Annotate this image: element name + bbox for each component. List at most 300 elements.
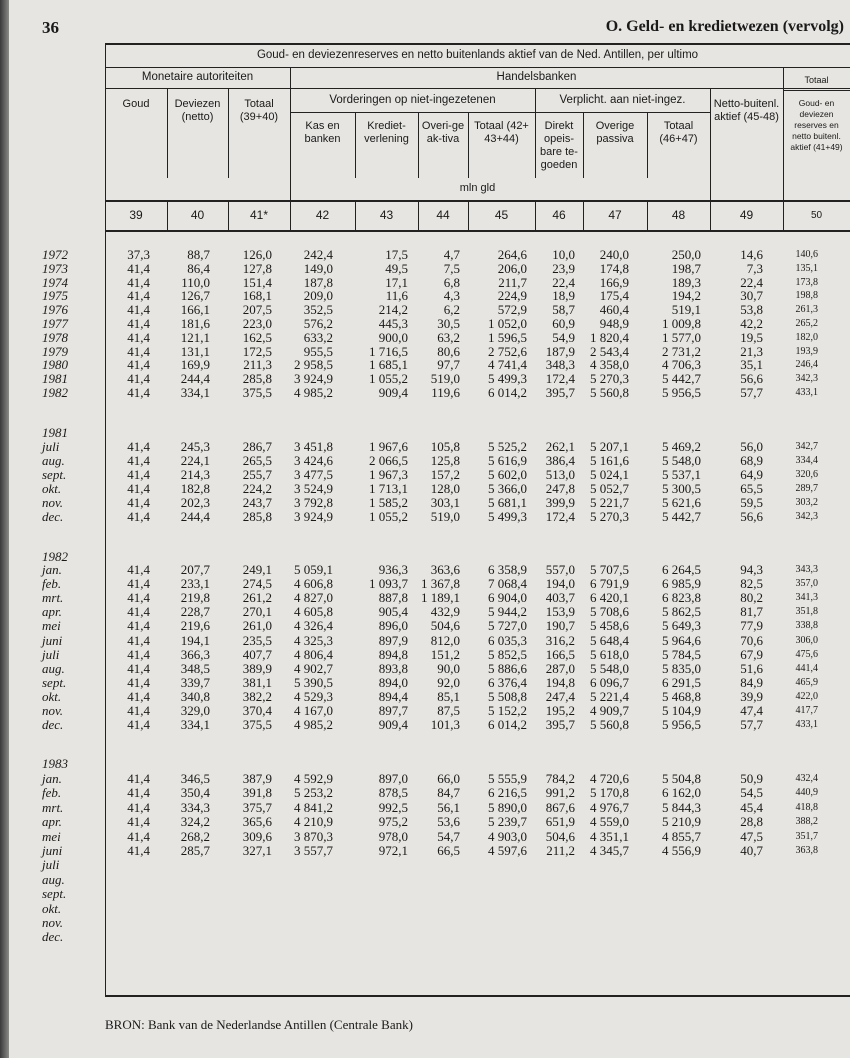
- table-cell: 5 366,0: [488, 481, 527, 496]
- table-cell: 6 791,9: [590, 576, 629, 592]
- table-cell: 125,8: [430, 453, 460, 468]
- column-header: Goud: [122, 98, 150, 110]
- table-cell: 5 886,6: [488, 660, 527, 676]
- table-cell: 5 852,5: [488, 646, 527, 662]
- table-cell: 3 792,8: [294, 495, 333, 510]
- table-cell: 23,9: [552, 260, 575, 276]
- table-cell: 88,7: [187, 247, 210, 262]
- table-cell: 1 577,0: [662, 329, 701, 345]
- row-label: nov.: [42, 915, 64, 930]
- table-cell: 172,5: [242, 343, 272, 359]
- table-cell: 207,5: [242, 302, 272, 318]
- table-cell: 86,4: [187, 260, 210, 276]
- table-cell: 5 253,2: [294, 785, 333, 801]
- table-cell: 17,5: [385, 247, 408, 262]
- table-cell: 7,3: [746, 260, 763, 276]
- table-cell: 936,3: [378, 562, 408, 577]
- row-label: 1974: [42, 274, 68, 290]
- table-title: Goud- en deviezenreserves en netto buitenlands aktief van de Ned. Antillen, per ultimo: [256, 49, 699, 61]
- table-cell: 5 956,5: [662, 717, 701, 733]
- table-cell: 342,3: [795, 373, 818, 385]
- table-cell: 47,4: [740, 703, 763, 718]
- table-cell: 5 170,8: [590, 785, 629, 801]
- table-cell: 247,8: [545, 481, 575, 496]
- table-cell: 386,4: [545, 453, 575, 468]
- table-cell: 207,7: [180, 562, 210, 577]
- table-cell: 285,7: [180, 843, 210, 858]
- table-cell: 381,1: [242, 674, 272, 690]
- group-monetaire: Monetaire autoriteiten: [141, 71, 254, 83]
- table-cell: 223,0: [242, 316, 272, 331]
- table-cell: 2 958,5: [294, 357, 333, 373]
- row-label: juni: [42, 632, 63, 648]
- table-cell: 172,4: [545, 371, 575, 387]
- table-cell: 41,4: [127, 843, 150, 858]
- table-cell: 341,3: [795, 592, 818, 604]
- table-cell: 6 096,7: [590, 674, 629, 690]
- block-year-heading: 1981: [42, 425, 68, 440]
- table-cell: 41,4: [127, 343, 150, 359]
- table-cell: 417,7: [795, 705, 818, 716]
- group-handelsbanken: Handelsbanken: [496, 71, 577, 83]
- table-cell: 264,6: [497, 247, 527, 262]
- table-cell: 395,7: [545, 717, 575, 733]
- table-cell: 14,6: [740, 247, 763, 262]
- table-cell: 250,0: [671, 247, 701, 262]
- row-label: dec.: [42, 929, 64, 945]
- table-cell: 475,6: [795, 648, 818, 660]
- table-cell: 2 731,2: [662, 343, 701, 359]
- row-label: jan.: [42, 771, 62, 786]
- table-cell: 350,4: [180, 785, 210, 801]
- table-cell: 1 093,7: [369, 576, 408, 592]
- column-header: Netto-buitenl. aktief (45-48): [713, 98, 780, 123]
- table-cell: 5 560,8: [590, 717, 629, 733]
- row-label: mrt.: [42, 799, 64, 815]
- table-cell: 261,3: [795, 304, 818, 316]
- table-cell: 41,4: [127, 590, 150, 606]
- table-cell: 131,1: [180, 343, 210, 359]
- table-cell: 5 469,2: [662, 439, 701, 454]
- table-cell: 5 504,8: [662, 771, 701, 786]
- table-cell: 127,8: [242, 260, 272, 276]
- table-cell: 894,8: [378, 646, 408, 662]
- table-cell: 119,6: [431, 385, 460, 400]
- table-cell: 128,0: [430, 481, 460, 496]
- table-cell: 5 560,8: [590, 385, 629, 400]
- table-cell: 41,4: [127, 646, 150, 662]
- table-cell: 3 424,6: [294, 453, 333, 468]
- table-cell: 173,8: [795, 276, 818, 288]
- table-cell: 519,0: [430, 371, 460, 387]
- table-cell: 445,3: [378, 316, 408, 331]
- table-cell: 126,0: [242, 247, 272, 262]
- table-cell: 363,8: [795, 845, 818, 856]
- table-cell: 4 720,6: [590, 771, 629, 786]
- table-cell: 1 685,1: [369, 357, 408, 373]
- source-note: BRON: Bank van de Nederlandse Antillen (Centrale Bank): [105, 1017, 413, 1032]
- table-cell: 81,7: [740, 604, 763, 620]
- row-label: 1977: [42, 316, 68, 331]
- table-cell: 45,4: [740, 799, 763, 815]
- table-cell: 1 367,8: [421, 576, 460, 592]
- table-cell: 896,0: [378, 618, 408, 634]
- table-cell: 4 741,4: [488, 357, 527, 373]
- table-cell: 5 221,4: [590, 688, 629, 704]
- table-cell: 5 499,3: [488, 371, 527, 387]
- table-cell: 265,2: [795, 318, 818, 329]
- table-cell: 375,5: [242, 717, 272, 733]
- table-cell: 4,7: [443, 247, 460, 262]
- table-cell: 289,7: [795, 483, 818, 494]
- table-cell: 4 976,7: [590, 799, 629, 815]
- column-number: 46: [552, 208, 566, 222]
- table-cell: 303,1: [430, 495, 460, 510]
- row-label: dec.: [42, 509, 64, 524]
- table-cell: 80,2: [740, 590, 763, 606]
- table-cell: 382,2: [242, 688, 272, 704]
- table-cell: 784,2: [545, 771, 575, 786]
- table-cell: 41,4: [127, 357, 150, 373]
- table-cell: 5 944,2: [488, 604, 527, 620]
- table-cell: 6 216,5: [488, 785, 527, 801]
- table-cell: 407,7: [242, 646, 272, 662]
- table-cell: 6 420,1: [590, 590, 629, 606]
- table-cell: 5 727,0: [488, 618, 527, 634]
- table-cell: 82,5: [740, 576, 763, 592]
- table-cell: 418,8: [795, 801, 818, 813]
- table-cell: 270,1: [242, 604, 272, 620]
- table-cell: 41,4: [127, 632, 150, 648]
- column-header: Goud- en deviezen reserves en netto buitenl. aktief (41+49): [790, 98, 843, 152]
- table-cell: 5 621,6: [662, 495, 701, 510]
- table-cell: 893,8: [378, 660, 408, 676]
- table-cell: 5 059,1: [294, 562, 333, 577]
- table-cell: 975,2: [378, 814, 408, 830]
- table-cell: 245,3: [180, 439, 210, 454]
- table-cell: 94,3: [740, 562, 763, 577]
- table-cell: 77,9: [740, 618, 763, 634]
- table-cell: 41,4: [127, 509, 150, 524]
- row-label: 1982: [42, 385, 68, 400]
- table-cell: 39,9: [740, 688, 763, 704]
- table-cell: 334,1: [180, 385, 210, 400]
- row-label: 1979: [42, 343, 68, 359]
- table-cell: 633,2: [303, 329, 333, 345]
- table-cell: 60,9: [552, 316, 575, 331]
- table-cell: 41,4: [127, 439, 150, 454]
- column-number: 44: [436, 208, 450, 222]
- column-number: 39: [129, 208, 143, 222]
- table-cell: 41,4: [127, 828, 150, 844]
- column-header: Overi-ge ak-tiva: [421, 120, 465, 145]
- row-label: mei: [42, 618, 61, 634]
- table-cell: 56,1: [437, 799, 460, 815]
- table-cell: 5 707,5: [590, 562, 629, 577]
- table-cell: 41,4: [127, 814, 150, 830]
- table-cell: 68,9: [740, 453, 763, 468]
- table-cell: 214,3: [180, 467, 210, 482]
- table-cell: 4 902,7: [294, 660, 333, 676]
- table-cell: 5 648,4: [590, 632, 629, 648]
- row-label: sept.: [42, 886, 67, 902]
- table-cell: 105,8: [430, 439, 460, 454]
- table-cell: 339,7: [180, 674, 210, 690]
- column-number: 49: [739, 208, 754, 222]
- table-cell: 4 706,3: [662, 357, 701, 373]
- table-cell: 66,0: [437, 771, 460, 786]
- group-verplicht: Verplicht. aan niet-ingez.: [559, 93, 686, 106]
- table-cell: 327,1: [242, 843, 272, 858]
- table-cell: 433,1: [795, 719, 818, 731]
- table-cell: 909,4: [378, 717, 408, 733]
- table-cell: 5 862,5: [662, 604, 701, 620]
- row-label: feb.: [42, 576, 62, 592]
- table-cell: 5 270,3: [590, 371, 629, 387]
- table-cell: 3 924,9: [294, 509, 333, 524]
- table-cell: 1 820,4: [590, 329, 629, 345]
- table-cell: 5 649,3: [662, 618, 701, 634]
- table-cell: 4 559,0: [590, 814, 629, 830]
- column-number: 45: [494, 208, 509, 222]
- table-cell: 3 924,9: [294, 371, 333, 387]
- table-cell: 110,0: [181, 274, 210, 290]
- table-cell: 6 376,4: [488, 674, 527, 690]
- table-cell: 35,1: [740, 357, 763, 373]
- table-cell: 4 985,2: [294, 717, 333, 733]
- table-cell: 357,0: [795, 578, 818, 590]
- table-cell: 214,2: [378, 302, 408, 318]
- table-cell: 151,4: [242, 274, 272, 290]
- table-cell: 334,1: [180, 717, 210, 733]
- table-cell: 41,4: [127, 329, 150, 345]
- column-header: Deviezen (netto): [174, 98, 221, 123]
- table-cell: 334,4: [795, 455, 818, 466]
- table-cell: 460,4: [599, 302, 629, 318]
- table-cell: 6 823,8: [662, 590, 701, 606]
- table-cell: 887,8: [378, 590, 408, 606]
- table-cell: 53,8: [740, 302, 763, 318]
- table-cell: 41,4: [127, 467, 150, 482]
- table-cell: 149,0: [303, 260, 333, 276]
- table-cell: 169,9: [180, 357, 210, 373]
- table-cell: 375,5: [242, 385, 272, 400]
- table-cell: 972,1: [378, 843, 408, 858]
- table-cell: 135,1: [795, 262, 818, 274]
- table-cell: 389,9: [242, 660, 272, 676]
- table-cell: 19,5: [740, 329, 763, 345]
- table-cell: 4 606,8: [294, 576, 333, 592]
- column-number: 41*: [249, 208, 269, 222]
- table-cell: 5 964,6: [662, 632, 701, 648]
- table-cell: 433,1: [795, 387, 818, 398]
- table-cell: 6 291,5: [662, 674, 701, 690]
- table-cell: 948,9: [599, 316, 629, 331]
- table-cell: 5 844,3: [662, 799, 701, 815]
- row-label: 1972: [42, 247, 68, 262]
- table-cell: 182,8: [180, 481, 210, 496]
- table-cell: 92,0: [437, 674, 460, 690]
- table-cell: 3 524,9: [294, 481, 333, 496]
- table-cell: 370,4: [242, 703, 272, 718]
- column-header: Direkt opeis-bare te-goeden: [540, 120, 578, 171]
- table-cell: 432,4: [795, 773, 818, 784]
- table-cell: 5 548,0: [662, 453, 701, 468]
- table-cell: 978,0: [378, 828, 408, 844]
- row-label: apr.: [42, 814, 62, 830]
- table-cell: 894,4: [378, 688, 408, 704]
- table-cell: 194,2: [671, 288, 701, 304]
- table-cell: 63,2: [437, 329, 460, 345]
- table-cell: 5 956,5: [662, 385, 701, 400]
- table-cell: 41,4: [127, 660, 150, 676]
- table-cell: 30,7: [740, 288, 763, 304]
- table-cell: 348,5: [180, 660, 210, 676]
- table-cell: 1 967,6: [369, 439, 408, 454]
- table-cell: 261,0: [242, 618, 272, 634]
- table-cell: 1 055,2: [369, 509, 408, 524]
- row-label: okt.: [42, 688, 62, 704]
- table-cell: 41,4: [127, 371, 150, 387]
- column-number: 47: [608, 208, 622, 222]
- row-label: 1973: [42, 260, 68, 276]
- table-cell: 126,7: [180, 288, 210, 304]
- column-header: Krediet-verlening: [364, 120, 409, 145]
- row-label: 1978: [42, 329, 68, 345]
- table-cell: 5 525,2: [488, 439, 527, 454]
- table-cell: 991,2: [545, 785, 575, 801]
- row-label: 1981: [42, 371, 68, 387]
- table-cell: 53,6: [437, 814, 460, 830]
- row-label: okt.: [42, 900, 62, 916]
- table-cell: 3 477,5: [294, 467, 333, 482]
- table-cell: 41,4: [127, 562, 150, 577]
- table-cell: 4 597,6: [488, 843, 527, 858]
- table-cell: 51,6: [740, 660, 763, 676]
- table-cell: 5 555,9: [488, 771, 527, 786]
- table-cell: 6 014,2: [488, 717, 527, 733]
- table-cell: 240,0: [599, 247, 629, 262]
- table-cell: 41,4: [127, 481, 150, 496]
- table-cell: 209,0: [303, 288, 333, 304]
- table-cell: 2 752,6: [488, 343, 527, 359]
- row-label: sept.: [42, 467, 67, 482]
- table-cell: 5 442,7: [662, 509, 701, 524]
- table-cell: 1 596,5: [488, 329, 527, 345]
- table-cell: 5 210,9: [662, 814, 701, 830]
- table-cell: 57,7: [740, 385, 763, 400]
- table-cell: 5 239,7: [488, 814, 527, 830]
- table-cell: 58,7: [552, 302, 575, 318]
- table-cell: 67,9: [740, 646, 763, 662]
- table-cell: 905,4: [378, 604, 408, 620]
- table-cell: 41,4: [127, 785, 150, 801]
- table-cell: 5 681,1: [488, 495, 527, 510]
- table-cell: 249,1: [242, 562, 272, 577]
- table-cell: 168,1: [242, 288, 272, 304]
- table-cell: 41,4: [127, 288, 150, 304]
- table-cell: 340,8: [180, 688, 210, 704]
- table-cell: 4 210,9: [294, 814, 333, 830]
- table-cell: 85,1: [437, 688, 460, 704]
- table-cell: 576,2: [303, 316, 333, 331]
- table-cell: 211,7: [498, 274, 527, 290]
- table-cell: 56,6: [740, 371, 763, 387]
- table-cell: 5 161,6: [590, 453, 629, 468]
- table-cell: 198,7: [671, 260, 701, 276]
- table-cell: 6 035,3: [488, 632, 527, 648]
- table-cell: 6 264,5: [662, 562, 701, 577]
- table-cell: 1 967,3: [369, 467, 408, 482]
- column-header: Totaal (39+40): [239, 98, 279, 123]
- table-cell: 519,0: [430, 509, 460, 524]
- table-cell: 187,8: [303, 274, 333, 290]
- table-cell: 519,1: [671, 302, 701, 318]
- table-cell: 441,4: [795, 662, 818, 674]
- table-cell: 4 326,4: [294, 618, 333, 634]
- table-cell: 195,2: [545, 703, 575, 718]
- table-cell: 193,9: [795, 345, 818, 357]
- table-cell: 651,9: [545, 814, 575, 830]
- table-cell: 309,6: [242, 828, 272, 844]
- table-cell: 504,6: [430, 618, 460, 634]
- table-cell: 97,7: [437, 357, 460, 373]
- section-title: O. Geld- en kredietwezen (vervolg): [605, 18, 844, 35]
- table-cell: 6,8: [443, 274, 460, 290]
- table-cell: 17,1: [385, 274, 408, 290]
- table-cell: 4 592,9: [294, 771, 333, 786]
- table-cell: 49,5: [385, 260, 408, 276]
- table-cell: 334,3: [180, 799, 210, 815]
- table-cell: 5 548,0: [590, 660, 629, 676]
- row-label: mei: [42, 828, 61, 844]
- table-cell: 41,4: [127, 302, 150, 318]
- table-cell: 992,5: [378, 799, 408, 815]
- table-cell: 4 855,7: [662, 828, 701, 844]
- table-cell: 5 537,1: [662, 467, 701, 482]
- table-cell: 41,4: [127, 260, 150, 276]
- table-cell: 909,4: [378, 385, 408, 400]
- table-cell: 41,4: [127, 385, 150, 400]
- table-cell: 5 390,5: [294, 674, 333, 690]
- table-cell: 572,9: [497, 302, 527, 318]
- table-cell: 1 055,2: [369, 371, 408, 387]
- table-cell: 18,9: [552, 288, 575, 304]
- table-cell: 5 784,5: [662, 646, 701, 662]
- table-cell: 342,3: [795, 511, 818, 522]
- table-cell: 262,1: [545, 439, 575, 454]
- group-totaal: Totaal: [804, 74, 829, 85]
- table-cell: 4 325,3: [294, 632, 333, 648]
- table-cell: 5 052,7: [590, 481, 629, 496]
- table-cell: 41,4: [127, 495, 150, 510]
- table-cell: 351,8: [795, 606, 818, 618]
- table-cell: 5 602,0: [488, 467, 527, 482]
- row-label: sept.: [42, 674, 67, 690]
- table-cell: 42,2: [740, 316, 763, 331]
- table-cell: 121,1: [180, 329, 210, 345]
- unit-label: mln gld: [459, 181, 496, 194]
- table-cell: 513,0: [545, 467, 575, 482]
- table-cell: 5 270,3: [590, 509, 629, 524]
- table-cell: 366,3: [180, 646, 210, 662]
- column-header: Totaal (42+ 43+44): [474, 120, 529, 145]
- table-cell: 6 162,0: [662, 785, 701, 801]
- table-cell: 5 458,6: [590, 618, 629, 634]
- table-cell: 4 605,8: [294, 604, 333, 620]
- row-label: dec.: [42, 717, 64, 733]
- column-header: Totaal (46+47): [659, 120, 698, 145]
